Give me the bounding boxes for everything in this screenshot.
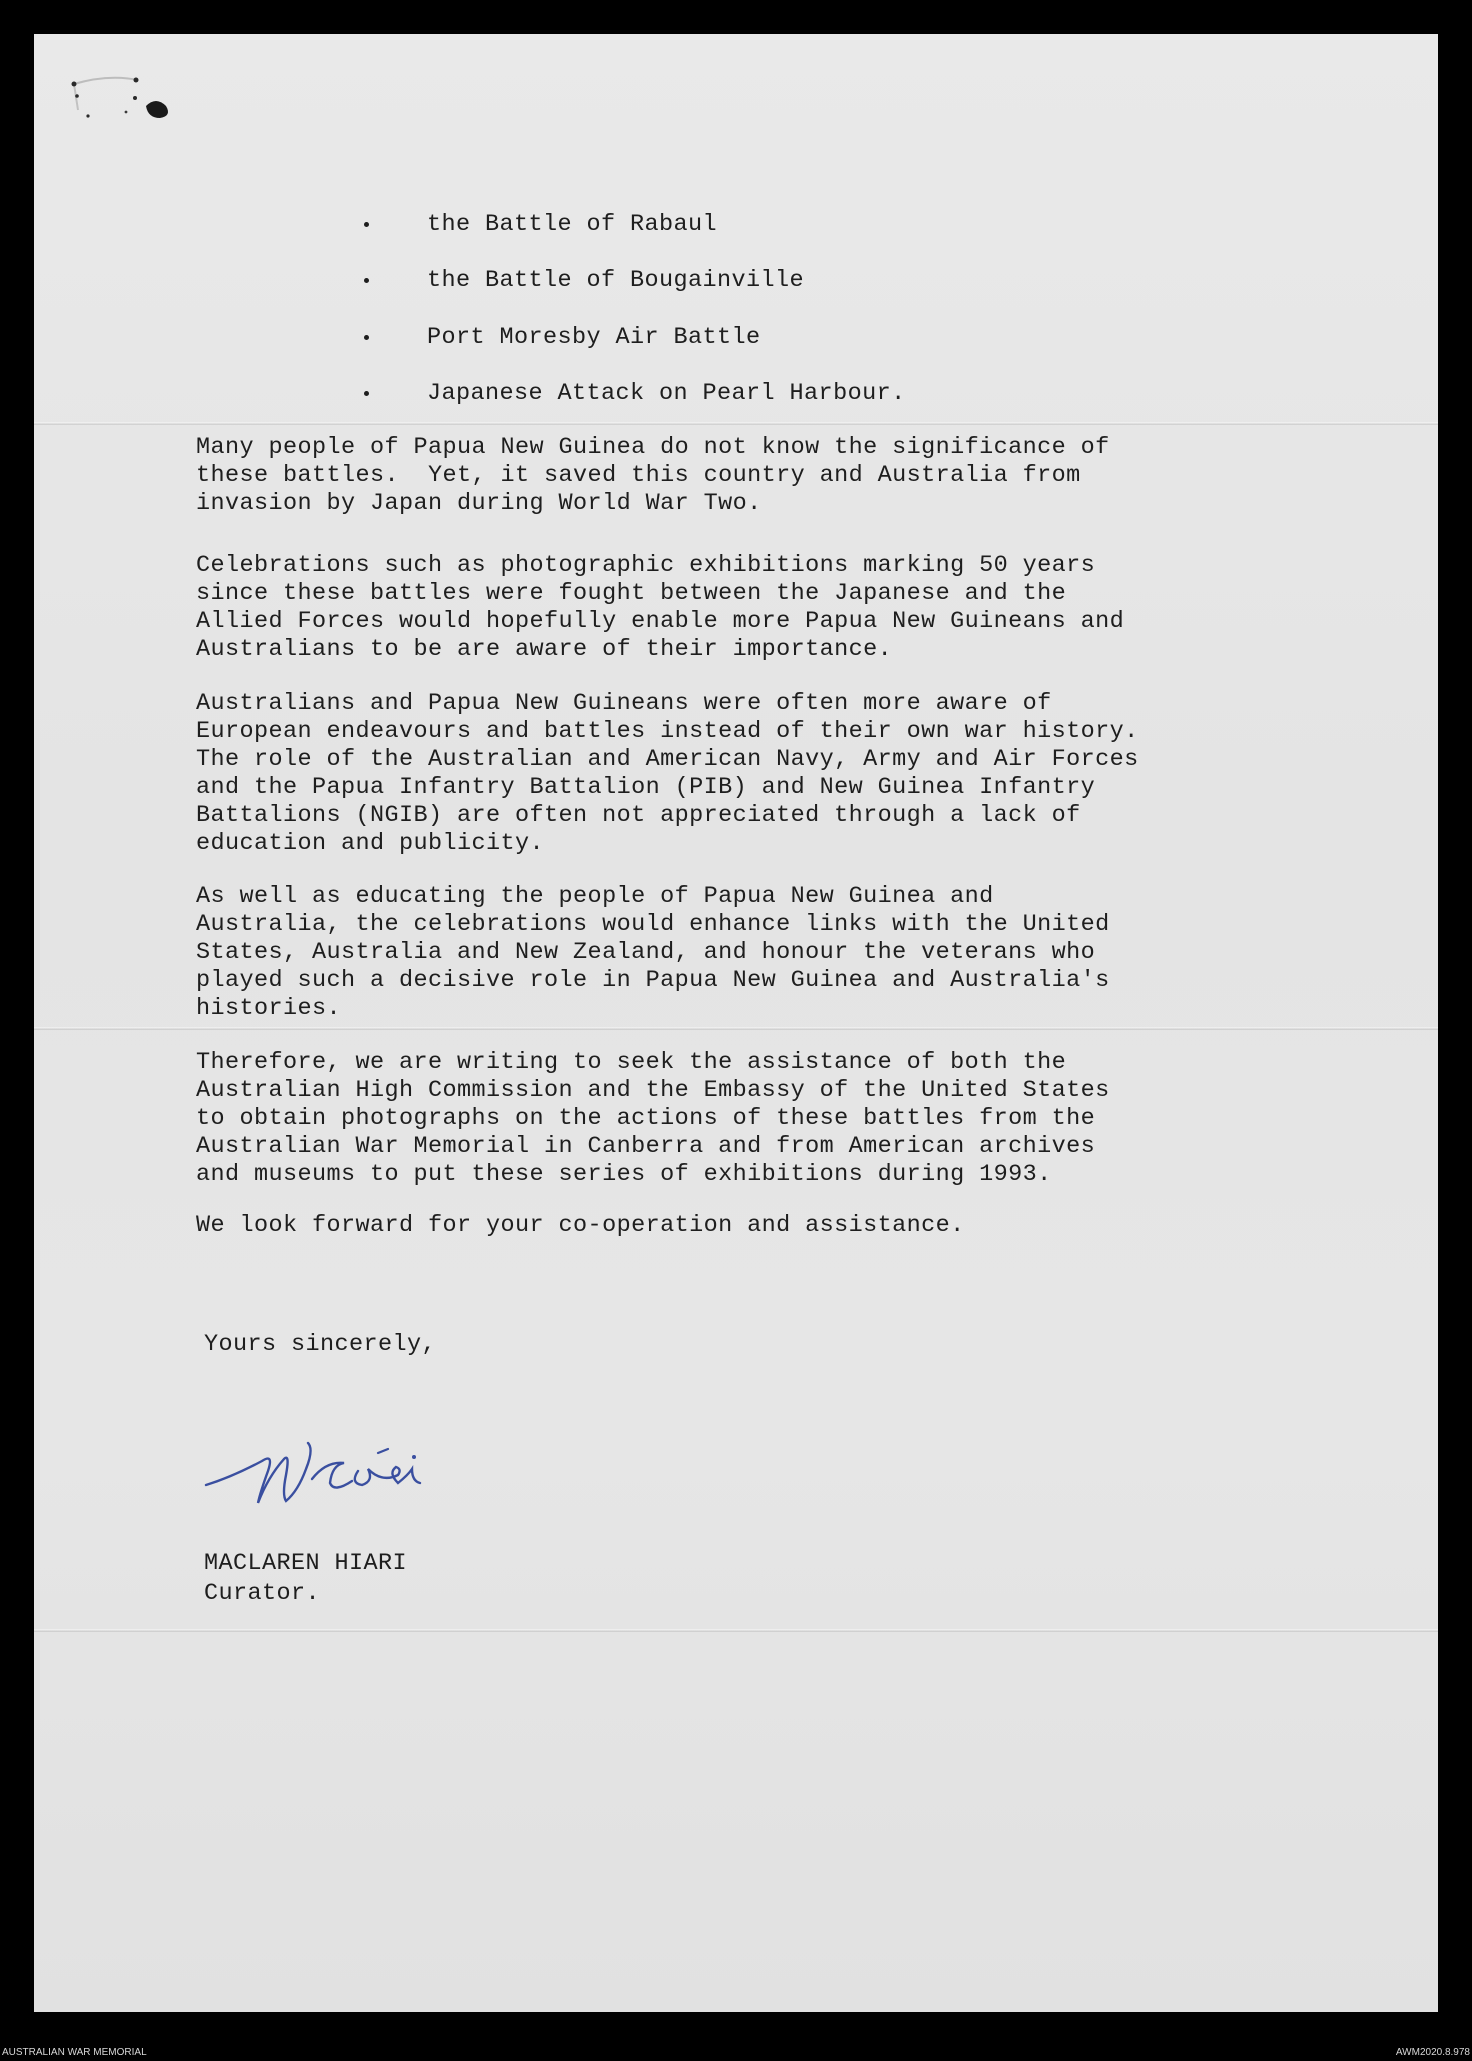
- bullet-marker: [364, 222, 369, 227]
- letter-page: [34, 34, 1438, 2012]
- paragraph-line: these battles. Yet, it saved this country and Australia from: [196, 462, 1081, 489]
- bullet-text: the Battle of Rabaul: [427, 211, 718, 238]
- signatory-name: MACLAREN HIARI: [204, 1550, 408, 1577]
- paragraph-line: and museums to put these series of exhibitions during 1993.: [196, 1161, 1052, 1188]
- paragraph-line: Australian High Commission and the Embassy of the United States: [196, 1077, 1110, 1104]
- paragraph-line: since these battles were fought between the Japanese and the: [196, 580, 1067, 607]
- paragraph-line: to obtain photographs on the actions of these battles from the: [196, 1105, 1096, 1132]
- paragraph-line: Allied Forces would hopefully enable more Papua New Guineans and: [196, 608, 1125, 635]
- paragraph-line: Many people of Papua New Guinea do not know the significance of: [196, 434, 1110, 461]
- paragraph-line: education and publicity.: [196, 830, 545, 857]
- footer-institution: AUSTRALIAN WAR MEMORIAL: [2, 2047, 147, 2058]
- paragraph-line: histories.: [196, 995, 342, 1022]
- paragraph-closing-request: [196, 1212, 1326, 1240]
- paragraph-request: [196, 1049, 1326, 1189]
- paragraph-line: European endeavours and battles instead of their own war history.: [196, 718, 1139, 745]
- paragraph-line: The role of the Australian and American Navy, Army and Air Forces: [196, 746, 1139, 773]
- bullet-text: Port Moresby Air Battle: [427, 324, 761, 351]
- paragraph-line: and the Papua Infantry Battalion (PIB) and New Guinea Infantry: [196, 774, 1096, 801]
- bullet-marker: [364, 391, 369, 396]
- paragraph-line: States, Australia and New Zealand, and honour the veterans who: [196, 939, 1096, 966]
- paragraph-educating: [196, 883, 1326, 1023]
- paragraph-line: Australians to be are aware of their importance.: [196, 636, 893, 663]
- paragraph-significance: [196, 434, 1326, 518]
- paragraph-line: As well as educating the people of Papua New Guinea and: [196, 883, 994, 910]
- paragraph-line: Australians and Papua New Guineans were often more aware of: [196, 690, 1052, 717]
- paragraph-line: Celebrations such as photographic exhibitions marking 50 years: [196, 552, 1096, 579]
- footer-accession-number: AWM2020.8.978: [1395, 2047, 1470, 2058]
- paragraph-celebrations: [196, 552, 1326, 664]
- letter-body: [34, 34, 1438, 2012]
- bullet-text: Japanese Attack on Pearl Harbour.: [427, 380, 906, 407]
- paragraph-line: played such a decisive role in Papua New Guinea and Australia's: [196, 967, 1110, 994]
- signatory-title: Curator.: [204, 1580, 321, 1607]
- paragraph-awareness: [196, 690, 1326, 858]
- closing-salutation: Yours sincerely,: [204, 1331, 437, 1358]
- paragraph-line: Australia, the celebrations would enhance links with the United: [196, 911, 1110, 938]
- paragraph-line: Australian War Memorial in Canberra and from American archives: [196, 1133, 1096, 1160]
- paragraph-line: Therefore, we are writing to seek the assistance of both the: [196, 1049, 1067, 1076]
- paragraph-line: invasion by Japan during World War Two.: [196, 490, 762, 517]
- bullet-marker: [364, 335, 369, 340]
- bullet-text: the Battle of Bougainville: [427, 267, 805, 294]
- bullet-marker: [364, 278, 369, 283]
- signature-image: [202, 1431, 502, 1511]
- paragraph-line: Battalions (NGIB) are often not appreciated through a lack of: [196, 802, 1081, 829]
- paragraph-line: We look forward for your co-operation and assistance.: [196, 1212, 965, 1239]
